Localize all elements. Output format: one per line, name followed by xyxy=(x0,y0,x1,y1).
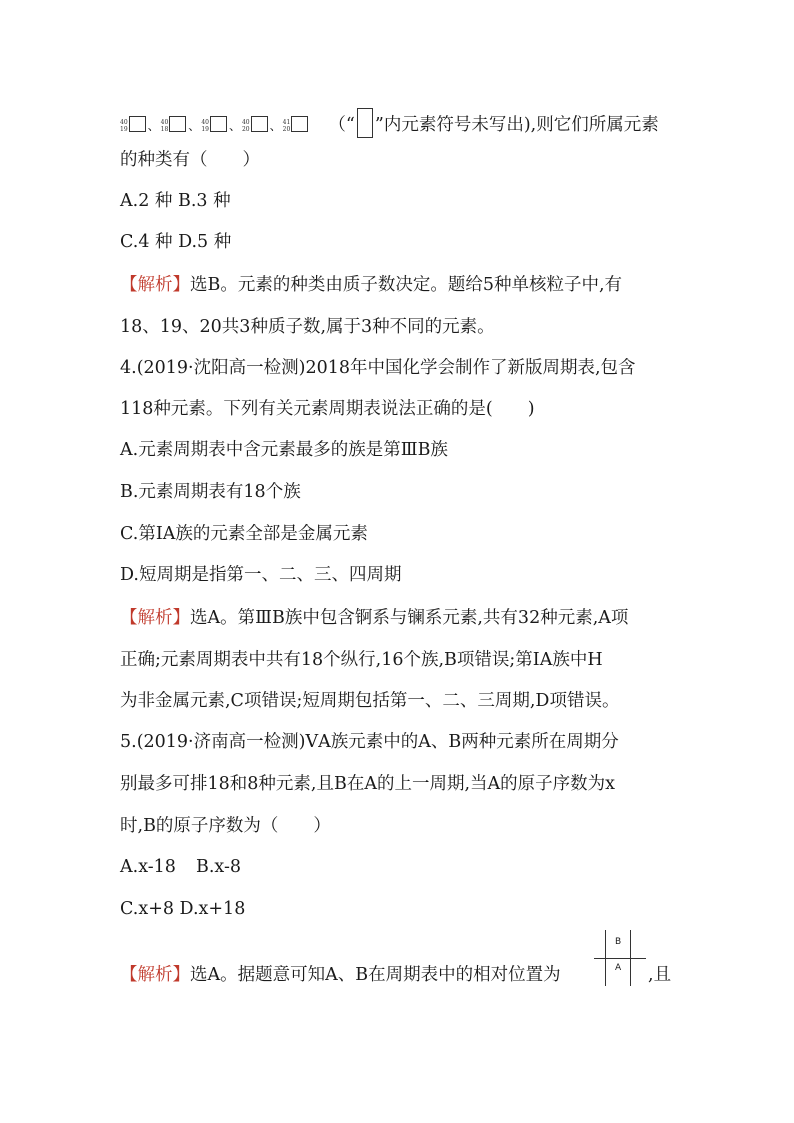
q5-option-a: A.x-18 xyxy=(120,857,176,877)
nuclide-numbers xyxy=(161,119,169,133)
option-ab: A.2 种 B.3 种 xyxy=(120,191,231,211)
question-5-stem: 5.(2019·济南高一检测)ⅤA族元素中的A、B两种元素所在周期分 xyxy=(120,732,619,752)
atomic-number: 18 xyxy=(160,125,169,133)
nuclide-numbers xyxy=(242,119,250,133)
separator: 、 xyxy=(269,119,282,133)
analysis-tag: 【解析】 xyxy=(120,608,190,628)
analysis-text: 选B。元素的种类由质子数决定。题给5种单核粒子中,有 xyxy=(190,275,623,295)
element-symbol-blank xyxy=(251,116,268,132)
option-cd: C.4 种 D.5 种 xyxy=(120,232,232,252)
separator: 、 xyxy=(188,119,201,133)
diagram-label-a: A xyxy=(615,963,622,973)
analysis-4-line2: 正确;元素周期表中共有18个纵行,16个族,B项错误;第ⅠA族中H xyxy=(120,650,603,670)
nuclide-numbers xyxy=(201,119,209,133)
question-4-stem: 4.(2019·沈阳高一检测)2018年中国化学会制作了新版周期表,包含 xyxy=(120,358,636,378)
diagram-line xyxy=(594,958,646,959)
analysis-text: 选A。第ⅢB族中包含锕系与镧系元素,共有32种元素,A项 xyxy=(190,608,629,628)
atomic-number: 19 xyxy=(201,125,209,133)
analysis-5-line1 xyxy=(120,964,561,986)
mass-number: 40 xyxy=(201,118,209,126)
analysis-3-line2: 18、19、20共3种质子数,属于3种不同的元素。 xyxy=(120,317,495,337)
analysis-5-tail: ,且 xyxy=(648,965,672,985)
q5-option-b: B.x-8 xyxy=(195,857,241,877)
analysis-4-line1 xyxy=(120,607,628,629)
q4-option-a: A.元素周期表中含元素最多的族是第ⅢB族 xyxy=(120,440,448,460)
element-symbol-blank xyxy=(210,116,227,132)
question-5-stem-2: 别最多可排18和8种元素,且B在A的上一周期,当A的原子序数为x xyxy=(120,774,616,794)
separator: 、 xyxy=(228,119,241,133)
element-symbol-blank xyxy=(129,116,146,132)
element-symbol-blank xyxy=(169,116,186,132)
analysis-tag: 【解析】 xyxy=(120,275,190,295)
nuclide-numbers xyxy=(120,119,128,133)
q5-option-cd: C.x+8 D.x+18 xyxy=(120,899,246,919)
separator: 、 xyxy=(147,119,160,133)
q4-option-c: C.第ⅠA族的元素全部是金属元素 xyxy=(120,524,368,544)
mass-number: 40 xyxy=(241,118,250,126)
analysis-text: 选A。据题意可知A、B在周期表中的相对位置为 xyxy=(190,965,561,985)
mass-number: 40 xyxy=(160,118,169,126)
periodic-position-diagram xyxy=(594,930,646,986)
q5-option-ab xyxy=(120,856,241,878)
question-stem-nuclides xyxy=(120,108,659,138)
stem-close: ”内元素符号未写出),则它们所属元素 xyxy=(374,115,659,135)
diagram-label-b: B xyxy=(615,937,622,947)
mass-number: 40 xyxy=(120,118,128,126)
atomic-number: 19 xyxy=(120,125,128,133)
blank-symbol-box xyxy=(357,108,373,138)
question-4-stem-2: 118种元素。下列有关元素周期表说法正确的是( ) xyxy=(120,399,535,419)
nuclide-numbers xyxy=(283,119,291,133)
question-5-stem-3: 时,B的原子序数为（ ） xyxy=(120,816,331,836)
analysis-tag: 【解析】 xyxy=(120,965,190,985)
q4-option-d: D.短周期是指第一、二、三、四周期 xyxy=(120,565,402,585)
nuclide-list xyxy=(120,115,309,135)
element-symbol-blank xyxy=(291,116,308,132)
mass-number: 41 xyxy=(282,118,291,126)
analysis-3-line1 xyxy=(120,274,622,296)
atomic-number: 20 xyxy=(282,125,291,133)
question-stem-end: 的种类有（ ） xyxy=(120,150,260,170)
stem-open: （“ xyxy=(328,115,355,135)
analysis-4-line3: 为非金属元素,C项错误;短周期包括第一、二、三周期,D项错误。 xyxy=(120,691,620,711)
q4-option-b: B.元素周期表有18个族 xyxy=(120,482,301,502)
atomic-number: 20 xyxy=(241,125,250,133)
